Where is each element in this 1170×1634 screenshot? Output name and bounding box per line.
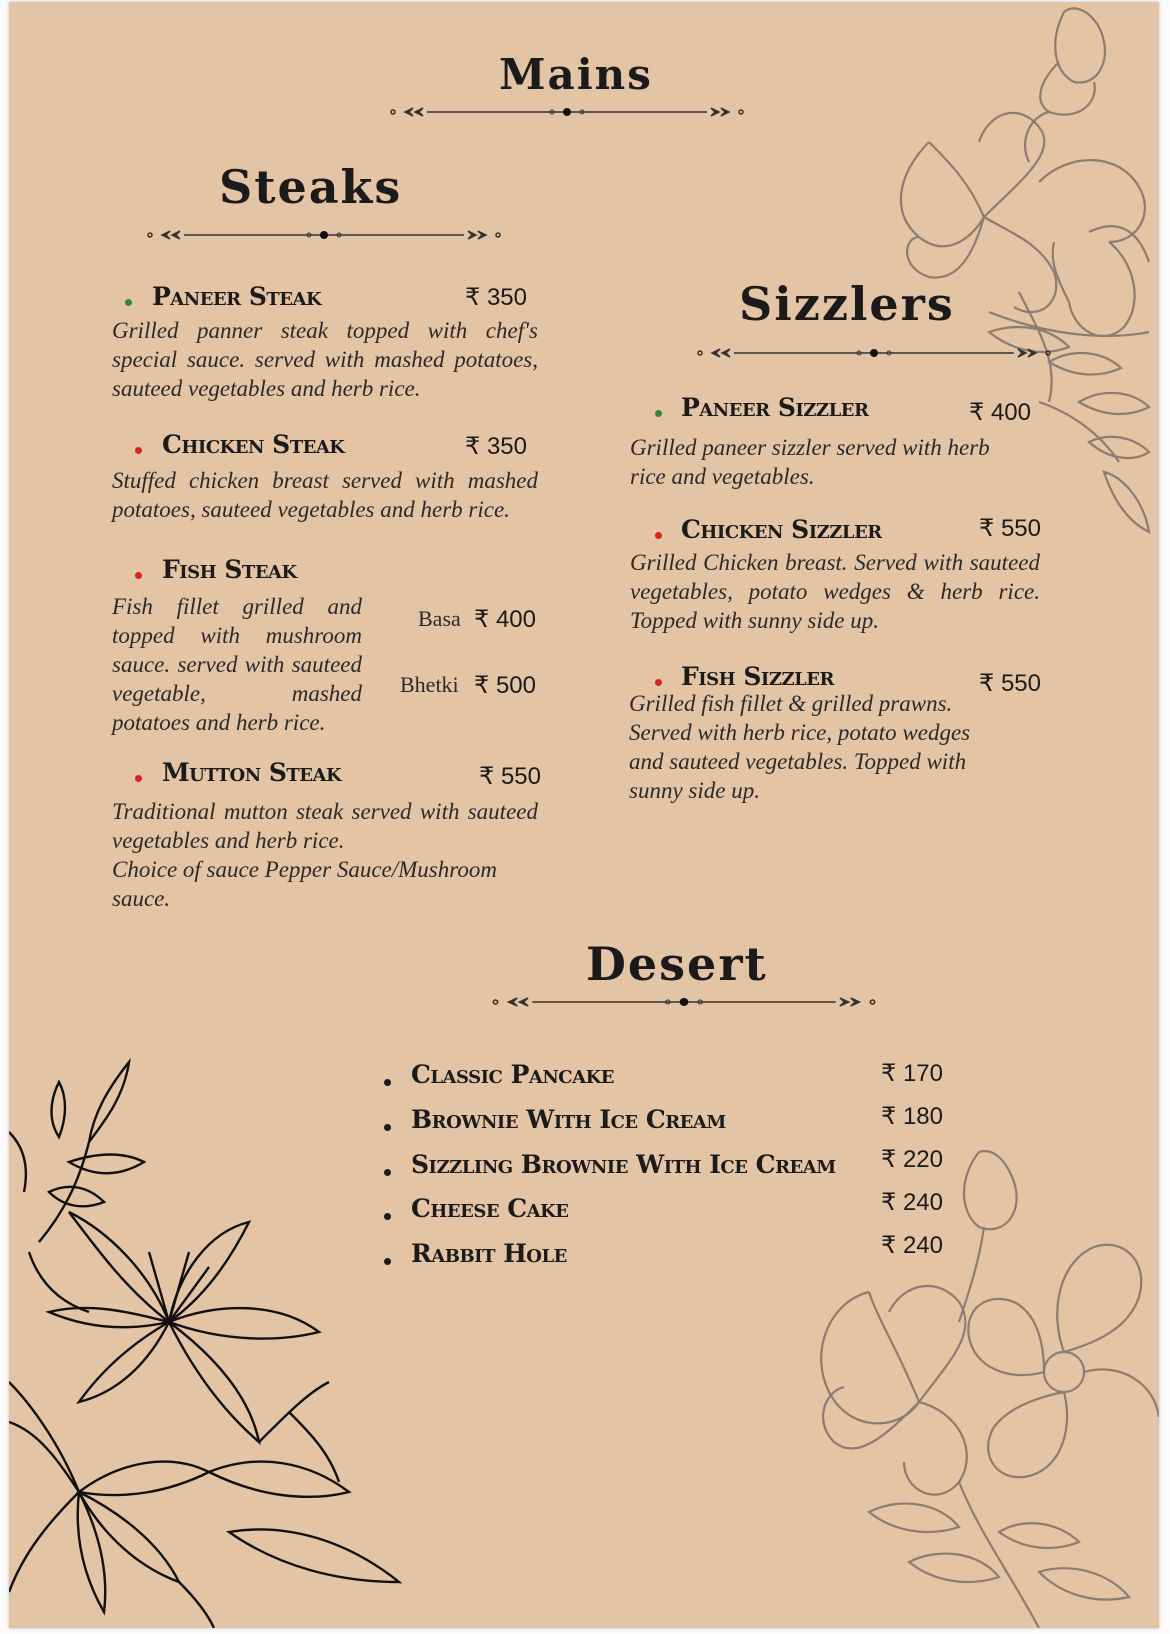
list-bullet	[384, 1258, 391, 1265]
menu-item-description: Traditional mutton steak served with sauteed vegetables and herb rice.	[112, 799, 538, 853]
menu-item-description: Stuffed chicken breast served with mashed potatoes, sauteed vegetables and herb rice.	[112, 468, 538, 522]
menu-item-name: Fish Steak	[162, 555, 297, 584]
menu-item-price: ₹ 400	[969, 399, 1031, 426]
lily-illustration-bottom-left	[9, 1052, 409, 1628]
menu-item-name: Mutton Steak	[162, 758, 342, 787]
dessert-item-name: Classic Pancake	[411, 1060, 614, 1089]
menu-item-name: Paneer Sizzler	[681, 393, 869, 422]
flower-illustration-bottom-right	[809, 1132, 1159, 1628]
menu-item-description: Grilled panner steak topped with chef's special sauce. served with mashed potatoes, sauteed vegetables and herb rice.	[112, 318, 538, 401]
nonveg-indicator	[135, 572, 142, 579]
menu-item-description: Grilled fish fillet & grilled prawns. Served with herb rice, potato wedges and sauteed vegetables. Topped with sunny side up.	[629, 691, 971, 803]
nonveg-indicator	[655, 679, 662, 686]
dessert-item-price: ₹ 240	[881, 1189, 943, 1216]
nonveg-indicator	[655, 532, 662, 539]
list-bullet	[384, 1124, 391, 1131]
dessert-item-name: Rabbit Hole	[411, 1239, 567, 1268]
option-label: Bhetki	[400, 672, 459, 697]
veg-indicator	[125, 299, 132, 306]
veg-indicator	[655, 410, 662, 417]
menu-item-description: Grilled Chicken breast. Served with sauteed vegetables, potato wedges & herb rice. Topped with sunny side up.	[630, 550, 1040, 633]
dessert-item-name: Sizzling Brownie With Ice Cream	[411, 1150, 836, 1179]
menu-item-name: Fish Sizzler	[681, 662, 834, 691]
dessert-item-price: ₹ 180	[881, 1103, 943, 1130]
menu-item-description: Grilled paneer sizzler served with herb rice and vegetables.	[630, 435, 990, 489]
list-bullet	[384, 1079, 391, 1086]
menu-item-name: Chicken Sizzler	[681, 515, 882, 544]
list-bullet	[384, 1213, 391, 1220]
dessert-item-price: ₹ 170	[881, 1060, 943, 1087]
option-price: ₹ 500	[474, 672, 536, 699]
menu-item-price: ₹ 550	[979, 515, 1041, 542]
option-price: ₹ 400	[474, 606, 536, 633]
mains-title: Mains	[499, 50, 653, 99]
nonveg-indicator	[135, 775, 142, 782]
nonveg-indicator	[135, 447, 142, 454]
menu-item-price: ₹ 350	[465, 284, 527, 311]
desert-divider	[489, 995, 879, 1009]
steaks-title: Steaks	[219, 160, 403, 214]
menu-item-price: ₹ 550	[979, 670, 1041, 697]
menu-item-price: ₹ 350	[465, 433, 527, 460]
menu-page	[9, 2, 1159, 1628]
steaks-divider	[144, 228, 504, 242]
menu-item-name: Paneer Steak	[152, 282, 322, 311]
dessert-item-name: Brownie With Ice Cream	[411, 1105, 726, 1134]
sizzlers-title: Sizzlers	[739, 277, 955, 331]
sizzlers-divider	[694, 346, 1054, 360]
menu-item-note: Choice of sauce Pepper Sauce/Mushroom sauce.	[112, 857, 497, 911]
dessert-item-price: ₹ 240	[881, 1232, 943, 1259]
option-label: Basa	[418, 606, 461, 631]
menu-item-description: Fish fillet grilled and topped with mushroom sauce. served with sauteed vegetable, mashed potatoes and herb rice.	[112, 594, 362, 735]
dessert-item-price: ₹ 220	[881, 1146, 943, 1173]
dessert-item-name: Cheese Cake	[411, 1194, 569, 1223]
list-bullet	[384, 1169, 391, 1176]
menu-item-price: ₹ 550	[479, 763, 541, 790]
mains-divider	[387, 105, 747, 119]
desert-title: Desert	[586, 937, 768, 991]
menu-item-name: Chicken Steak	[162, 430, 345, 459]
